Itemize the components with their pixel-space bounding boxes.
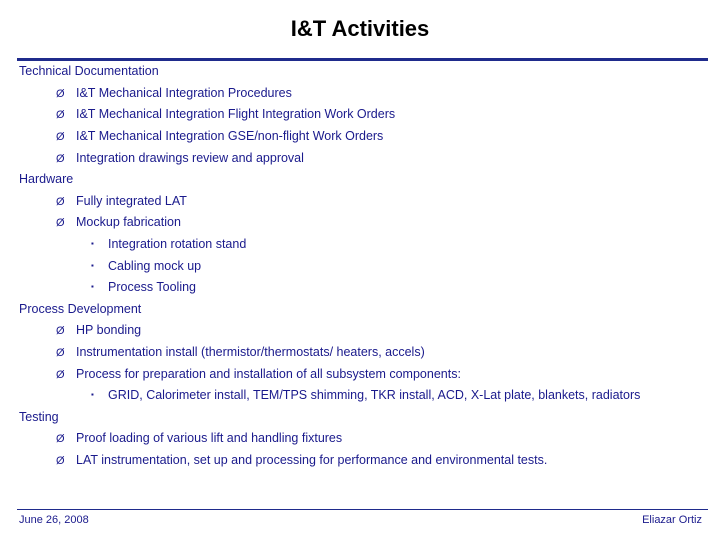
list-item-text: I&T Mechanical Integration GSE/non-flight Work Orders	[76, 129, 384, 143]
list-item-text: Proof loading of various lift and handling fixtures	[76, 431, 343, 445]
arrow-bullet-icon: Ø	[56, 347, 65, 359]
list-item	[56, 151, 304, 165]
list-item	[56, 323, 141, 337]
list-item	[56, 129, 383, 143]
arrow-bullet-icon: Ø	[56, 325, 65, 337]
list-item-text: HP bonding	[76, 323, 142, 337]
arrow-bullet-icon: Ø	[56, 131, 65, 143]
arrow-bullet-icon: Ø	[56, 109, 65, 121]
footer-author: Eliazar Ortiz	[642, 514, 702, 526]
square-bullet-icon: ▪	[91, 239, 94, 248]
list-item-text: I&T Mechanical Integration Flight Integration Work Orders	[76, 107, 396, 121]
list-item-text: Mockup fabrication	[76, 215, 181, 229]
list-item-text: Instrumentation install (thermistor/thermostats/ heaters, accels)	[76, 345, 425, 359]
footer-rule	[17, 509, 708, 510]
square-bullet-icon: ▪	[91, 261, 94, 270]
list-item	[56, 86, 292, 100]
arrow-bullet-icon: Ø	[56, 217, 65, 229]
square-bullet-icon: ▪	[91, 282, 94, 291]
section-heading-hardware: Hardware	[19, 172, 74, 186]
list-item	[56, 194, 187, 208]
arrow-bullet-icon: Ø	[56, 153, 65, 165]
sub-list-item	[91, 259, 201, 273]
sub-list-item	[91, 388, 640, 402]
list-item-text: Fully integrated LAT	[76, 194, 187, 208]
arrow-bullet-icon: Ø	[56, 455, 65, 467]
list-item	[56, 215, 181, 229]
section-heading-testing: Testing	[19, 410, 59, 424]
list-item-text: LAT instrumentation, set up and processing for performance and environmental tests.	[76, 453, 548, 467]
list-item-text: Integration drawings review and approval	[76, 151, 304, 165]
slide-title: I&T Activities	[290, 16, 430, 41]
arrow-bullet-icon: Ø	[56, 88, 65, 100]
sub-list-item-text: Process Tooling	[108, 280, 197, 294]
title-rule	[17, 58, 708, 61]
sub-list-item	[91, 280, 196, 294]
section-heading-technical-documentation: Technical Documentation	[19, 64, 159, 78]
list-item	[56, 367, 461, 381]
arrow-bullet-icon: Ø	[56, 369, 65, 381]
square-bullet-icon: ▪	[91, 390, 94, 399]
arrow-bullet-icon: Ø	[56, 196, 65, 208]
list-item-text: Process for preparation and installation of all subsystem components:	[76, 367, 461, 381]
list-item	[56, 453, 547, 467]
sub-list-item-text: GRID, Calorimeter install, TEM/TPS shimming, TKR install, ACD, X-Lat plate, blankets, radiators	[108, 388, 641, 402]
list-item-text: I&T Mechanical Integration Procedures	[76, 86, 292, 100]
sub-list-item-text: Cabling mock up	[108, 259, 202, 273]
list-item	[56, 345, 425, 359]
arrow-bullet-icon: Ø	[56, 433, 65, 445]
section-heading-process-development: Process Development	[19, 302, 142, 316]
list-item	[56, 431, 342, 445]
footer-date: June 26, 2008	[19, 514, 89, 526]
list-item	[56, 107, 395, 121]
sub-list-item	[91, 237, 246, 251]
sub-list-item-text: Integration rotation stand	[108, 237, 247, 251]
